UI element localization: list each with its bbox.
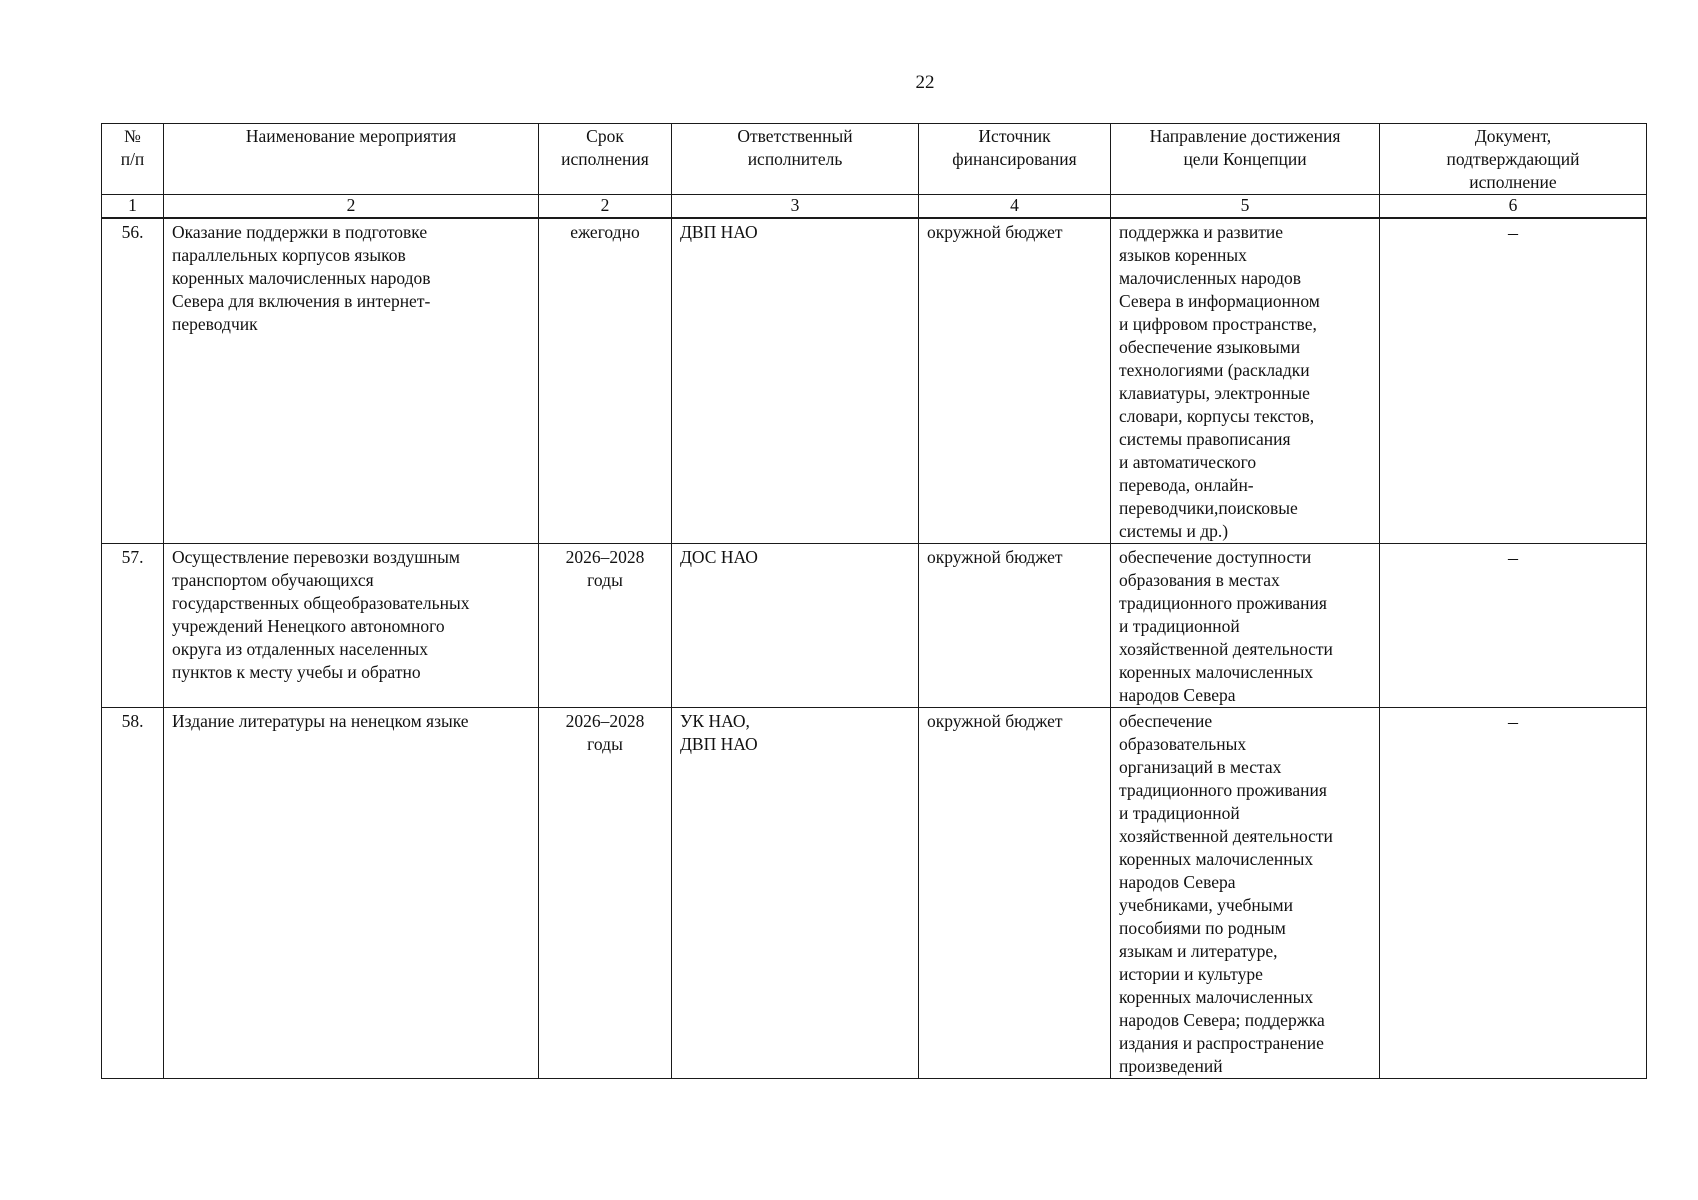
measure-name: Издание литературы на ненецком языке <box>164 708 539 1079</box>
measure-document <box>1380 708 1647 1079</box>
page-number: 22 <box>915 72 935 93</box>
measure-document <box>1380 218 1647 544</box>
table-row <box>102 544 1647 708</box>
measure-name: Оказание поддержки в подготовке параллельных корпусов языков коренных малочисленных народов Севера для включения в интернет- переводчик <box>164 218 539 544</box>
measure-term: 2026–2028 годы <box>539 708 672 1079</box>
column-number: 4 <box>919 195 1111 219</box>
measure-term: 2026–2028 годы <box>539 544 672 708</box>
measure-document <box>1380 544 1647 708</box>
column-number: 1 <box>102 195 164 219</box>
row-number <box>102 544 164 708</box>
table-row <box>102 218 1647 544</box>
row-number <box>102 218 164 544</box>
header-num: № п/п <box>102 124 164 195</box>
header-direction: Направление достижения цели Концепции <box>1111 124 1380 195</box>
measure-direction: обеспечение образовательных организаций в местах традиционного проживания и традиционной хозяйственной деятельности коренных малочисленных народов Севера учебниками, учебными пособиями по родным языкам и литературе, истории и культуре коренных малочисленных народов Севера; поддержка издания и распространение произведений <box>1111 708 1380 1079</box>
row-number <box>102 708 164 1079</box>
header-document: Документ, подтверждающий исполнение <box>1380 124 1647 195</box>
measure-executor: ДВП НАО <box>672 218 919 544</box>
column-number: 5 <box>1111 195 1380 219</box>
measure-term: ежегодно <box>539 218 672 544</box>
row-number-text: 58. <box>121 711 144 731</box>
column-number: 3 <box>672 195 919 219</box>
header-source: Источник финансирования <box>919 124 1111 195</box>
measure-document-text: – <box>1508 547 1518 569</box>
measure-direction: обеспечение доступности образования в местах традиционного проживания и традиционной хозяйственной деятельности коренных малочисленных народов Севера <box>1111 544 1380 708</box>
column-number: 2 <box>539 195 672 219</box>
measure-document-text: – <box>1508 222 1518 244</box>
header-executor: Ответственный исполнитель <box>672 124 919 195</box>
measure-executor: УК НАО, ДВП НАО <box>672 708 919 1079</box>
measure-direction: поддержка и развитие языков коренных малочисленных народов Севера в информационном и цифровом пространстве, обеспечение языковыми технологиями (раскладки клавиатуры, электронные словари, корпусы текстов, системы правописания и автоматического перевода, онлайн- переводчики,поисковые системы и др.) <box>1111 218 1380 544</box>
row-number-text: 56. <box>121 222 144 242</box>
measures-table <box>101 123 1647 1079</box>
table-row <box>102 708 1647 1079</box>
row-number-text: 57. <box>121 547 144 567</box>
measure-source: окружной бюджет <box>919 544 1111 708</box>
measure-document-text: – <box>1508 711 1518 733</box>
measure-source: окружной бюджет <box>919 218 1111 544</box>
column-number: 6 <box>1380 195 1647 219</box>
column-number-row <box>102 195 1647 219</box>
table-header-row <box>102 124 1647 195</box>
header-term: Срок исполнения <box>539 124 672 195</box>
measure-name: Осуществление перевозки воздушным транспортом обучающихся государственных общеобразовательных учреждений Ненецкого автономного округа из отдаленных населенных пунктов к месту учебы и обратно <box>164 544 539 708</box>
measure-source: окружной бюджет <box>919 708 1111 1079</box>
measure-executor: ДОС НАО <box>672 544 919 708</box>
header-name: Наименование мероприятия <box>164 124 539 195</box>
column-number: 2 <box>164 195 539 219</box>
